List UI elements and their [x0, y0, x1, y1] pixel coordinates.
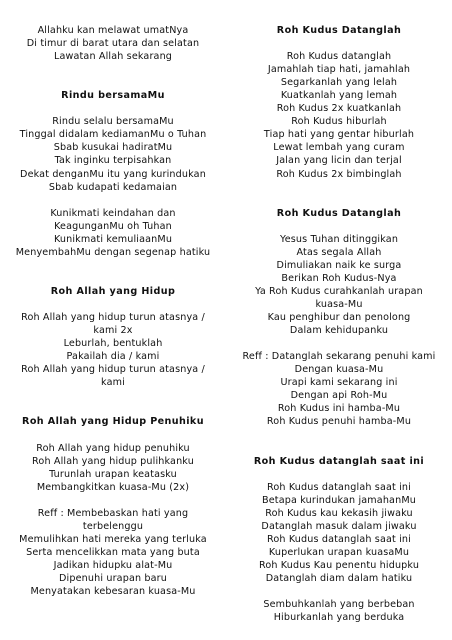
song-title: Roh Kudus datanglah saat ini	[253, 455, 425, 467]
lyric-line: Tiap hati yang gentar hiburlah	[263, 129, 415, 141]
lyric-line: Tak inginku terpisahkan	[54, 155, 172, 167]
lyric-line: Jadikan hidupku alat-Mu	[53, 559, 173, 571]
blank-line	[0, 494, 226, 507]
lyric-line: Roh Kudus datanglah saat ini	[267, 533, 411, 545]
lyric-line: Reff : Datanglah sekarang penuhi kami	[242, 351, 436, 363]
lyric-line: Roh Kudus 2x bimbinglah	[276, 168, 402, 180]
lyric-line: Roh Kudus datanglah	[286, 51, 392, 63]
lyric-line: Roh Allah yang hidup turun atasnya /	[21, 312, 205, 324]
lyric-line: Roh Kudus 2x kuatkanlah	[276, 103, 402, 115]
lyric-line: kuasa-Mu	[315, 298, 363, 310]
song-title: Roh Allah yang Hidup Penuhiku	[22, 416, 204, 428]
lyric-line: Roh Allah yang hidup penuhiku	[36, 442, 190, 454]
lyric-line: Dengan api Roh-Mu	[290, 390, 388, 402]
lyric-line: Dalam kehidupanku	[289, 325, 389, 337]
lyric-line: MenyembahMu dengan segenap hatiku	[15, 246, 211, 258]
lyric-line: Segarkanlah yang lelah	[280, 77, 398, 89]
lyric-line: Dimuliakan naik ke surga	[276, 259, 402, 271]
blank-line	[226, 194, 452, 207]
left-column	[0, 24, 226, 598]
right-column	[226, 24, 452, 624]
lyric-line: Hiburkanlah yang berduka	[273, 612, 405, 624]
blank-line	[0, 63, 226, 76]
lyric-line: Betapa kurindukan jamahanMu	[262, 494, 416, 506]
blank-line	[0, 428, 226, 441]
blank-line	[226, 220, 452, 233]
blank-line	[0, 402, 226, 415]
lyric-line: Kau penghibur dan penolong	[267, 312, 411, 324]
lyric-line: Ya Roh Kudus curahkanlah urapan	[255, 285, 423, 297]
lyric-line: Dengan kuasa-Mu	[294, 364, 384, 376]
blank-line	[226, 442, 452, 455]
lyric-line: kami	[101, 377, 125, 389]
lyric-line: Kuatkanlah yang lemah	[280, 90, 398, 102]
lyric-line: terbelenggu	[82, 520, 144, 532]
song-title: Roh Kudus Datanglah	[276, 25, 402, 36]
lyric-line: Menyatakan kebesaran kuasa-Mu	[30, 586, 196, 598]
lyric-line: Jamahlah tiap hati, jamahlah	[267, 64, 411, 76]
lyric-line: Roh Kudus Kau penentu hidupku	[258, 559, 420, 571]
lyric-line: Roh Kudus hiburlah	[291, 116, 387, 128]
lyric-line: Serta mencelikkan mata yang buta	[26, 546, 200, 558]
lyric-line: Datanglah diam dalam hatiku	[265, 572, 413, 584]
blank-line	[226, 468, 452, 481]
lyric-line: Roh Allah yang hidup turun atasnya /	[21, 364, 205, 376]
lyric-line: Turunlah urapan keatasku	[49, 468, 177, 480]
lyric-line: Sembuhkanlah yang berbeban	[263, 599, 415, 611]
blank-line	[0, 298, 226, 311]
lyric-line: Reff : Membebaskan hati yang	[37, 507, 189, 519]
blank-line	[0, 259, 226, 272]
blank-line	[226, 337, 452, 350]
lyric-line: Membangkitkan kuasa-Mu (2x)	[36, 481, 190, 493]
lyric-line: kami 2x	[93, 325, 133, 337]
lyric-line: Lawatan Allah sekarang	[53, 51, 173, 63]
lyric-line: Kunikmati kemuliaanMu	[53, 233, 173, 245]
lyric-line: Roh Kudus penuhi hamba-Mu	[266, 416, 412, 428]
lyric-line: Dipenuhi urapan baru	[59, 572, 167, 584]
lyric-line: Di timur di barat utara dan selatan	[26, 38, 200, 50]
blank-line	[0, 272, 226, 285]
lyric-line: Urapi kami sekarang ini	[280, 377, 398, 389]
blank-line	[226, 181, 452, 194]
lyric-line: Dekat denganMu itu yang kurindukan	[20, 168, 206, 180]
song-title: Roh Kudus Datanglah	[276, 207, 402, 219]
lyric-line: Kuperlukan urapan kuasaMu	[268, 546, 410, 558]
blank-line	[226, 37, 452, 50]
lyric-line: Jalan yang licin dan terjal	[276, 155, 402, 167]
lyric-line: Yesus Tuhan ditinggikan	[279, 233, 399, 245]
blank-line	[226, 585, 452, 598]
lyric-line: Datanglah masuk dalam jiwaku	[261, 520, 417, 532]
lyric-line: Roh Allah yang hidup pulihkanku	[32, 455, 194, 467]
lyric-line: Memulihkan hati mereka yang terluka	[19, 533, 207, 545]
blank-line	[0, 76, 226, 89]
lyric-line: Leburlah, bentuklah	[63, 338, 163, 350]
lyric-line: Roh Kudus kau kekasih jiwaku	[265, 507, 413, 519]
lyric-line: Pakailah dia / kami	[66, 351, 160, 363]
lyric-line: Sbab kudapati kedamaian	[48, 181, 178, 193]
song-title: Roh Allah yang Hidup	[50, 285, 176, 297]
lyric-line: Lewat lembah yang curam	[273, 142, 405, 154]
song-title: Rindu bersamaMu	[61, 90, 165, 102]
lyric-line: Sbab kusukai hadiratMu	[53, 142, 173, 154]
lyric-line: Kunikmati keindahan dan	[50, 207, 176, 219]
blank-line	[0, 389, 226, 402]
blank-line	[226, 428, 452, 441]
blank-line	[0, 194, 226, 207]
lyric-line: Rindu selalu bersamaMu	[52, 116, 174, 128]
lyric-line: Atas segala Allah	[296, 246, 382, 258]
lyric-line: Berikan Roh Kudus-Nya	[281, 272, 397, 284]
lyric-line: KeagunganMu oh Tuhan	[54, 220, 172, 232]
blank-line	[0, 102, 226, 115]
lyric-line: Roh Kudus datanglah saat ini	[267, 481, 411, 493]
lyric-line: Roh Kudus ini hamba-Mu	[277, 403, 401, 415]
lyric-line: Tinggal didalam kediamanMu o Tuhan	[19, 129, 207, 141]
lyric-line: Allahku kan melawat umatNya	[37, 25, 189, 36]
